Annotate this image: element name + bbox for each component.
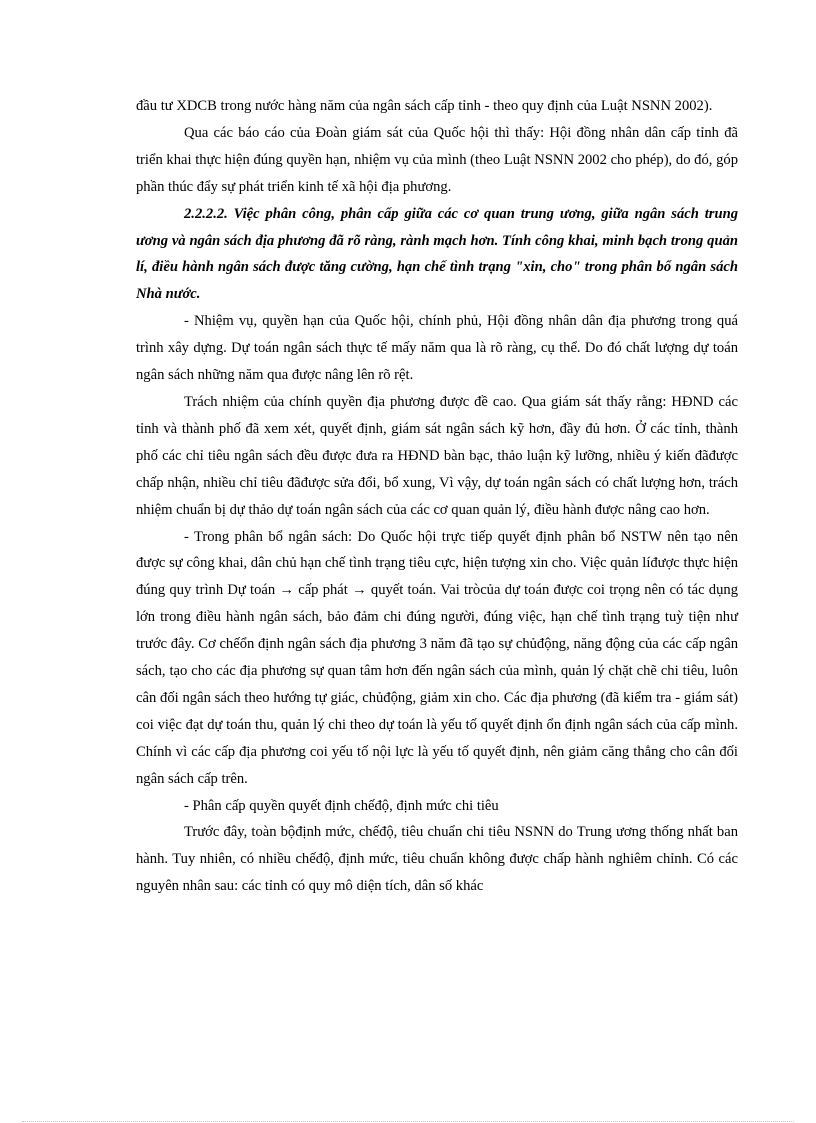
paragraph-spending-norms: - Phân cấp quyền quyết định chếđộ, định mức chi tiêu: [184, 797, 499, 814]
paragraph-previous-norms: Trước đây, toàn bộđịnh mức, chếđộ, tiêu chuẩn chi tiêu NSNN do Trung ương thống nhất ban hành. Tuy nhiên, có nhiều chếđộ, định mức, tiêu chuẩn không được chấp hành nghiêm chỉnh. Có các nguyên nhân sau: các tỉnh có quy mô diện tích, dân số khác: [136, 824, 738, 895]
paragraph-budget-allocation: - Trong phân bổ ngân sách: Do Quốc hội trực tiếp quyết định phân bổ NSTW nên tạo nên được sự công khai, dân chủ hạn chế tình trạng tiêu cực, hiện tượng xin cho. Việc quản líđược thực hiện đúng quy trình Dự toán → cấp phát → quyết toán. Vai tròcủa dự toán được coi trọng nên có tác dụng lớn trong điều hành ngân sách, bảo đảm chi đúng người, đúng việc, hạn chế tình trạng tuỳ tiện như trước đây. Cơ chếổn định ngân sách địa phương 3 năm đã tạo sự chủđộng, năng động của các cấp ngân sách, tạo cho các địa phương sự quan tâm hơn đến ngân sách của mình, quản lý chặt chẽ chi tiêu, luôn cân đối ngân sách theo hướng tự giác, chủđộng, giảm xin cho. Các địa phương (đã kiểm tra - giám sát) coi việc đạt dự toán thu, quản lý chi theo dự toán là yếu tố quyết định ổn định ngân sách của cấp mình. Chính vì các cấp địa phương coi yếu tố nội lực là yếu tố quyết định, nên giảm căng thẳng cho cân đối ngân sách cấp trên.: [136, 528, 738, 787]
paragraph-local-responsibility: Trách nhiệm của chính quyền địa phương được đề cao. Qua giám sát thấy rằng: HĐND các tỉnh và thành phố đã xem xét, quyết định, giám sát ngân sách kỹ hơn, đầy đủ hơn. Ở các tỉnh, thành phố các chỉ tiêu ngân sách đều được đưa ra HĐND bàn bạc, thảo luận kỹ lưỡng, nhiều ý kiến đãđược chấp nhận, nhiều chỉ tiêu đãđược sửa đổi, bổ xung, Vì vậy, dự toán ngân sách có chất lượng hơn, trách nhiệm chuẩn bị dự thảo dự toán ngân sách của các cơ quan quản lý, điều hành được nâng cao hơn.: [136, 393, 738, 518]
page-bottom-divider: [22, 1121, 794, 1122]
paragraph-oversight-report: Qua các báo cáo của Đoàn giám sát của Quốc hội thì thấy: Hội đồng nhân dân cấp tỉnh đã triển khai thực hiện đúng quyền hạn, nhiệm vụ của mình (theo Luật NSNN 2002 cho phép), do đó, góp phần thúc đẩy sự phát triển kinh tế xã hội địa phương.: [136, 124, 738, 195]
paragraph-continuation: đầu tư XDCB trong nước hàng năm của ngân sách cấp tỉnh - theo quy định của Luật NSNN 2002).: [136, 98, 713, 114]
document-page: [136, 93, 738, 900]
section-heading-2-2-2-2: 2.2.2.2. Việc phân công, phân cấp giữa các cơ quan trung ương, giữa ngân sách trung ương và ngân sách địa phương đã rõ ràng, rành mạch hơn. Tính công khai, minh bạch trong quản lí, điều hành ngân sách được tăng cường, hạn chế tình trạng "xin, cho" trong phân bổ ngân sách Nhà nước.: [136, 205, 738, 303]
paragraph-duties-powers: - Nhiệm vụ, quyền hạn của Quốc hội, chính phủ, Hội đồng nhân dân địa phương trong quá trình xây dựng. Dự toán ngân sách thực tế mấy năm qua là rõ ràng, cụ thể. Do đó chất lượng dự toán ngân sách những năm qua được nâng lên rõ rệt.: [136, 313, 738, 384]
